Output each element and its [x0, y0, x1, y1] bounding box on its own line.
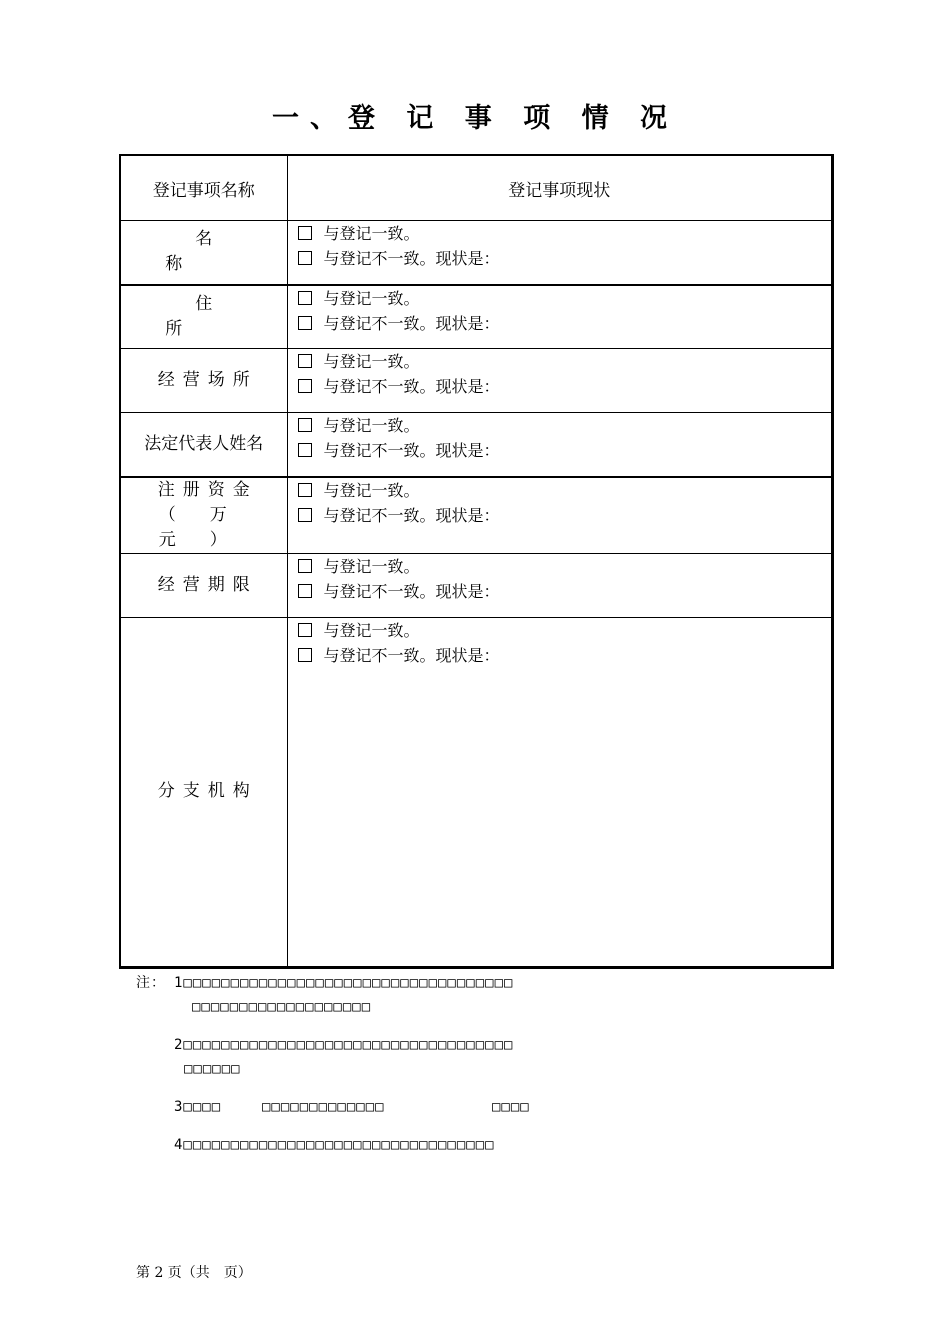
note-4-line-1: 4□□□□□□□□□□□□□□□□□□□□□□□□□□□□□□□□□ — [174, 1137, 495, 1153]
note-1-line-1: 1□□□□□□□□□□□□□□□□□□□□□□□□□□□□□□□□□□□ — [174, 975, 514, 991]
table-row-operating-period — [120, 553, 833, 617]
option-inconsistent[interactable]: 与登记不一致。现状是： — [298, 246, 832, 271]
item-label: 注册资金 （万元） — [120, 477, 287, 554]
option-consistent[interactable]: 与登记一致。 — [298, 349, 832, 374]
checkbox-icon[interactable] — [298, 354, 312, 368]
note-1-line-2: □□□□□□□□□□□□□□□□□□□ — [192, 999, 372, 1015]
option-consistent[interactable]: 与登记一致。 — [298, 413, 832, 438]
header-item-status: 登记事项现状 — [287, 155, 833, 221]
option-inconsistent[interactable]: 与登记不一致。现状是： — [298, 311, 832, 336]
option-inconsistent[interactable]: 与登记不一致。现状是： — [298, 438, 832, 463]
table-row-address — [120, 285, 833, 349]
note-3-prefix: 3□□□□ — [174, 1099, 222, 1115]
checkbox-icon[interactable] — [298, 443, 312, 457]
checkbox-icon[interactable] — [298, 251, 312, 265]
option-inconsistent[interactable]: 与登记不一致。现状是： — [298, 374, 832, 399]
item-status — [287, 477, 833, 554]
item-label: 住所 — [120, 285, 287, 349]
registration-items-table — [119, 154, 834, 969]
checkbox-icon[interactable] — [298, 584, 312, 598]
option-consistent[interactable]: 与登记一致。 — [298, 221, 832, 246]
table-row-name — [120, 221, 833, 285]
item-label: 经营期限 — [120, 553, 287, 617]
item-status — [287, 617, 833, 967]
checkbox-icon[interactable] — [298, 291, 312, 305]
checkbox-icon[interactable] — [298, 648, 312, 662]
item-label: 法定代表人姓名 — [120, 413, 287, 477]
checkbox-icon[interactable] — [298, 316, 312, 330]
checkbox-icon[interactable] — [298, 559, 312, 573]
checkbox-icon[interactable] — [298, 483, 312, 497]
item-status — [287, 285, 833, 349]
table-row-registered-capital — [120, 477, 833, 554]
item-label: 名称 — [120, 221, 287, 285]
page-title: 一、登 记 事 项 情 况 — [272, 103, 678, 134]
item-status — [287, 413, 833, 477]
table-header-row — [120, 155, 833, 221]
checkbox-icon[interactable] — [298, 623, 312, 637]
option-consistent[interactable]: 与登记一致。 — [298, 286, 832, 311]
item-label: 分支机构 — [120, 617, 287, 967]
checkbox-icon[interactable] — [298, 379, 312, 393]
option-inconsistent[interactable]: 与登记不一致。现状是： — [298, 579, 832, 604]
note-2-line-2: □□□□□□ — [184, 1061, 241, 1077]
item-status — [287, 221, 833, 285]
note-3-option-2: □□□□ — [492, 1099, 530, 1115]
notes-label: 注： — [136, 975, 166, 991]
option-inconsistent[interactable]: 与登记不一致。现状是： — [298, 503, 832, 528]
option-consistent[interactable]: 与登记一致。 — [298, 478, 832, 503]
note-2-line-1: 2□□□□□□□□□□□□□□□□□□□□□□□□□□□□□□□□□□□ — [174, 1037, 514, 1053]
table-row-branches — [120, 617, 833, 967]
option-consistent[interactable]: 与登记一致。 — [298, 618, 832, 643]
item-label: 经营场所 — [120, 349, 287, 413]
checkbox-icon[interactable] — [298, 226, 312, 240]
page-footer: 第 2 页（共 页） — [136, 1265, 252, 1281]
checkbox-icon[interactable] — [298, 418, 312, 432]
header-item-name: 登记事项名称 — [120, 155, 287, 221]
item-status — [287, 349, 833, 413]
table-row-legal-representative — [120, 413, 833, 477]
item-status — [287, 553, 833, 617]
note-3-option-1: □□□□□□□□□□□□□ — [262, 1099, 385, 1115]
checkbox-icon[interactable] — [298, 508, 312, 522]
option-inconsistent[interactable]: 与登记不一致。现状是： — [298, 643, 832, 668]
option-consistent[interactable]: 与登记一致。 — [298, 554, 832, 579]
table-row-business-premises — [120, 349, 833, 413]
